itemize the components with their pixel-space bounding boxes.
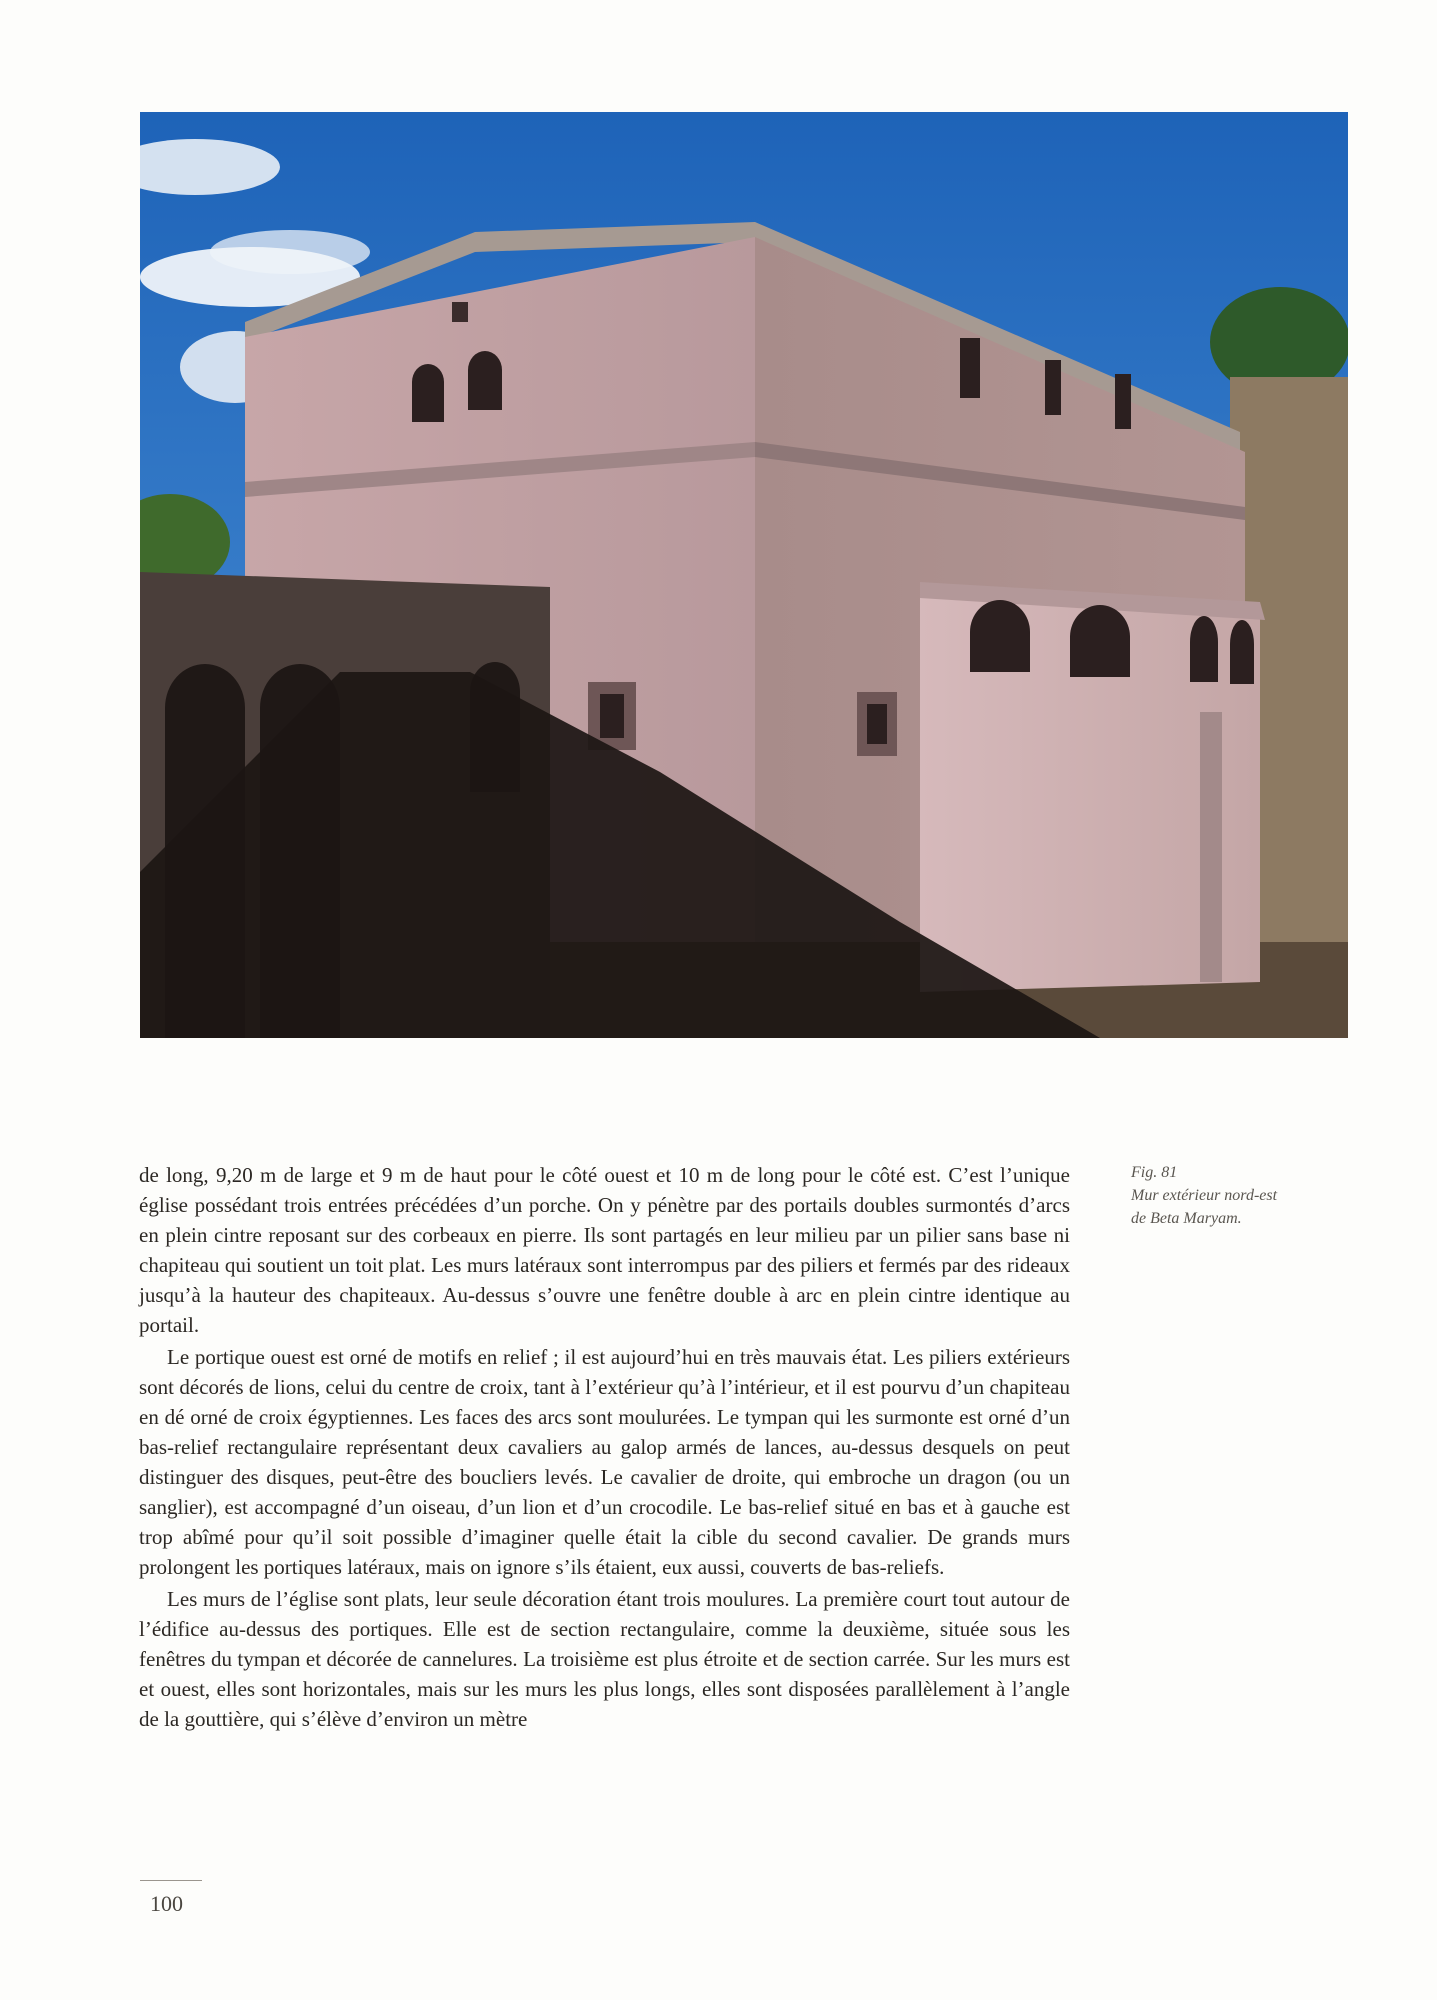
church-illustration (140, 112, 1348, 1038)
church-photograph (140, 112, 1348, 1038)
paragraph-1: de long, 9,20 m de large et 9 m de haut pour le côté ouest et 10 m de long pour le côté est. C’est l’unique église possédant trois entrées précédées d’un porche. On y pénètre par des portails doubles surmontés d’arcs en plein cintre reposant sur des corbeaux en pierre. Ils sont partagés en leur milieu par un pilier sans base ni chapiteau qui soutient un toit plat. Les murs latéraux sont interrompus par des piliers et fermés par des rideaux jusqu’à la hauteur des chapiteaux. Au-dessus s’ouvre une fenêtre double à arc en plein cintre identique au portail. (139, 1163, 1070, 1337)
body-text (139, 1160, 1070, 1734)
folio-rule (140, 1880, 202, 1881)
figure-caption (1131, 1161, 1331, 1230)
page-number: 100 (150, 1891, 183, 1916)
paragraph-2: Le portique ouest est orné de motifs en relief ; il est aujourd’hui en très mauvais état. Les piliers extérieurs sont décorés de lions, celui du centre de croix, tant à l’extérieur qu’à l’intérieur, et il est pourvu d’un chapiteau en dé orné de croix égyptiennes. Les faces des arcs sont moulurées. Le tympan qui les surmonte est orné d’un bas-relief rectangulaire représentant deux cavaliers au galop armés de lances, au-dessus desquels on peut distinguer des disques, peut-être des boucliers levés. Le cavalier de droite, qui embroche un dragon (ou un sanglier), est accompagné d’un oiseau, d’un lion et d’un crocodile. Le bas-relief situé en bas et à gauche est trop abîmé pour qu’il soit possible d’imaginer quelle était la cible du second cavalier. De grands murs prolongent les portiques latéraux, mais on ignore s’ils étaient, eux aussi, couverts de bas-reliefs. (139, 1345, 1070, 1579)
paragraph-3: Les murs de l’église sont plats, leur seule décoration étant trois moulures. La première court tout autour de l’édifice au-dessus des portiques. Elle est de section rectangulaire, comme la deuxième, située sous les fenêtres du tympan et décorée de cannelures. La troisième est plus étroite et de section carrée. Sur les murs est et ouest, elles sont horizontales, mais sur les murs les plus longs, elles sont disposées parallèlement à l’angle de la gouttière, qui s’élève d’environ un mètre (139, 1587, 1070, 1731)
figure-label: Fig. 81 (1131, 1164, 1178, 1181)
caption-line-2: de Beta Maryam. (1131, 1210, 1242, 1227)
caption-line-1: Mur extérieur nord-est (1131, 1187, 1278, 1204)
